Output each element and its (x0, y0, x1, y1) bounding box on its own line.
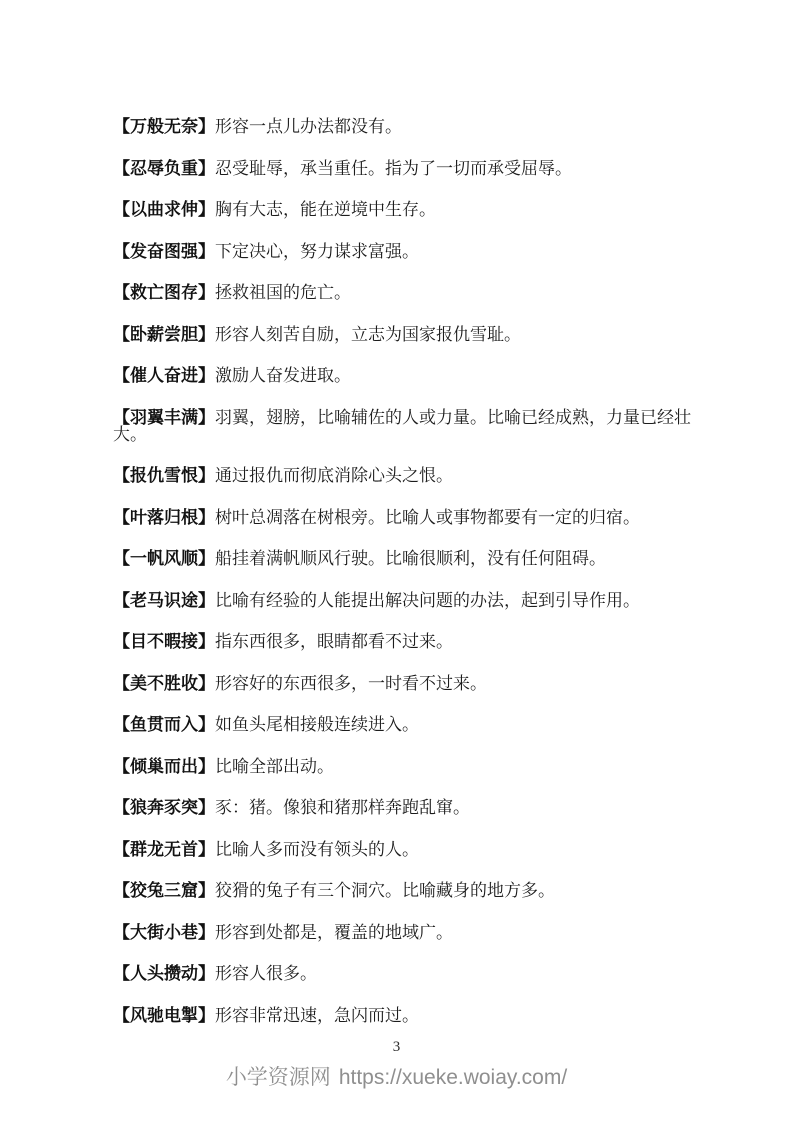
site-url-link[interactable]: https://xueke.woiay.com/ (338, 1066, 568, 1089)
idiom-definition: 豕：猪。像狼和猪那样奔跑乱窜。 (215, 798, 470, 817)
idiom-definition: 激励人奋发进取。 (215, 366, 351, 385)
idiom-definition: 形容好的东西很多，一时看不过来。 (215, 673, 487, 693)
idiom-entry (113, 550, 705, 567)
idiom-definition: 形容人刻苦自励，立志为国家报仇雪耻。 (215, 324, 521, 344)
idiom-entry (113, 243, 705, 260)
idiom-entry (113, 467, 705, 484)
idiom-entry (113, 160, 705, 177)
idiom-entry (113, 716, 705, 733)
idiom-term: 【发奋图强】 (113, 241, 215, 261)
idiom-definition: 形容到处都是，覆盖的地域广。 (215, 922, 453, 942)
idiom-term: 【狡兔三窟】 (113, 881, 215, 900)
idiom-term: 【催人奋进】 (113, 366, 215, 385)
idiom-term: 【一帆风顺】 (113, 549, 215, 568)
idiom-term: 【风驰电掣】 (113, 1005, 215, 1025)
idiom-term: 【美不胜收】 (113, 673, 215, 693)
idiom-definition: 通过报仇而彻底消除心头之恨。 (215, 466, 453, 485)
idiom-term: 【以曲求伸】 (113, 200, 215, 219)
idiom-definition: 拯救祖国的危亡。 (215, 283, 351, 302)
idiom-entry (113, 409, 705, 443)
idiom-term: 【大街小巷】 (113, 922, 215, 942)
idiom-entry (113, 799, 705, 816)
idiom-list (113, 118, 705, 1024)
idiom-term: 【救亡图存】 (113, 283, 215, 302)
idiom-definition: 形容非常迅速，急闪而过。 (215, 1005, 419, 1025)
idiom-entry (113, 924, 705, 941)
idiom-term: 【叶落归根】 (113, 507, 215, 527)
idiom-definition: 胸有大志，能在逆境中生存。 (215, 200, 436, 219)
idiom-term: 【目不暇接】 (113, 632, 215, 651)
idiom-entry (113, 592, 705, 609)
idiom-term: 【鱼贯而入】 (113, 715, 215, 734)
idiom-definition: 比喻有经验的人能提出解决问题的办法，起到引导作用。 (215, 590, 640, 610)
site-name: 小学资源网 (225, 1066, 331, 1089)
idiom-definition: 忍受耻辱，承当重任。指为了一切而承受屈辱。 (215, 158, 572, 178)
idiom-entry (113, 965, 705, 982)
idiom-entry (113, 841, 705, 858)
idiom-term: 【老马识途】 (113, 590, 215, 610)
idiom-term: 【报仇雪恨】 (113, 466, 215, 485)
footer-site-line (0, 1066, 793, 1090)
idiom-term: 【羽翼丰满】 (113, 407, 215, 427)
idiom-term: 【万般无奈】 (113, 117, 215, 136)
idiom-definition: 指东西很多，眼睛都看不过来。 (215, 632, 453, 651)
idiom-definition: 如鱼头尾相接般连续进入。 (215, 715, 419, 734)
idiom-definition: 形容一点儿办法都没有。 (215, 117, 402, 136)
idiom-term: 【人头攒动】 (113, 964, 215, 983)
idiom-term: 【倾巢而出】 (113, 756, 215, 776)
idiom-definition: 狡猾的兔子有三个洞穴。比喻藏身的地方多。 (215, 881, 555, 900)
idiom-entry (113, 284, 705, 301)
idiom-entry (113, 758, 705, 775)
idiom-entry (113, 675, 705, 692)
idiom-definition: 下定决心，努力谋求富强。 (215, 241, 419, 261)
idiom-definition: 比喻人多而没有领头的人。 (215, 839, 419, 859)
page-number: 3 (392, 1039, 401, 1055)
idiom-term: 【群龙无首】 (113, 839, 215, 859)
idiom-entry (113, 633, 705, 650)
idiom-definition: 比喻全部出动。 (215, 756, 334, 776)
idiom-definition: 船挂着满帆顺风行驶。比喻很顺利，没有任何阻碍。 (215, 549, 606, 568)
idiom-definition: 树叶总凋落在树根旁。比喻人或事物都要有一定的归宿。 (215, 507, 640, 527)
idiom-entry (113, 367, 705, 384)
idiom-entry (113, 1007, 705, 1024)
idiom-entry (113, 118, 705, 135)
idiom-definition: 羽翼，翅膀，比喻辅佐的人或力量。比喻已经成熟，力量已经壮大。 (113, 407, 691, 444)
idiom-entry (113, 509, 705, 526)
idiom-entry (113, 201, 705, 218)
idiom-entry (113, 882, 705, 899)
idiom-term: 【狼奔豕突】 (113, 798, 215, 817)
idiom-term: 【卧薪尝胆】 (113, 324, 215, 344)
idiom-term: 【忍辱负重】 (113, 158, 215, 178)
idiom-definition: 形容人很多。 (215, 964, 317, 983)
idiom-entry (113, 326, 705, 343)
